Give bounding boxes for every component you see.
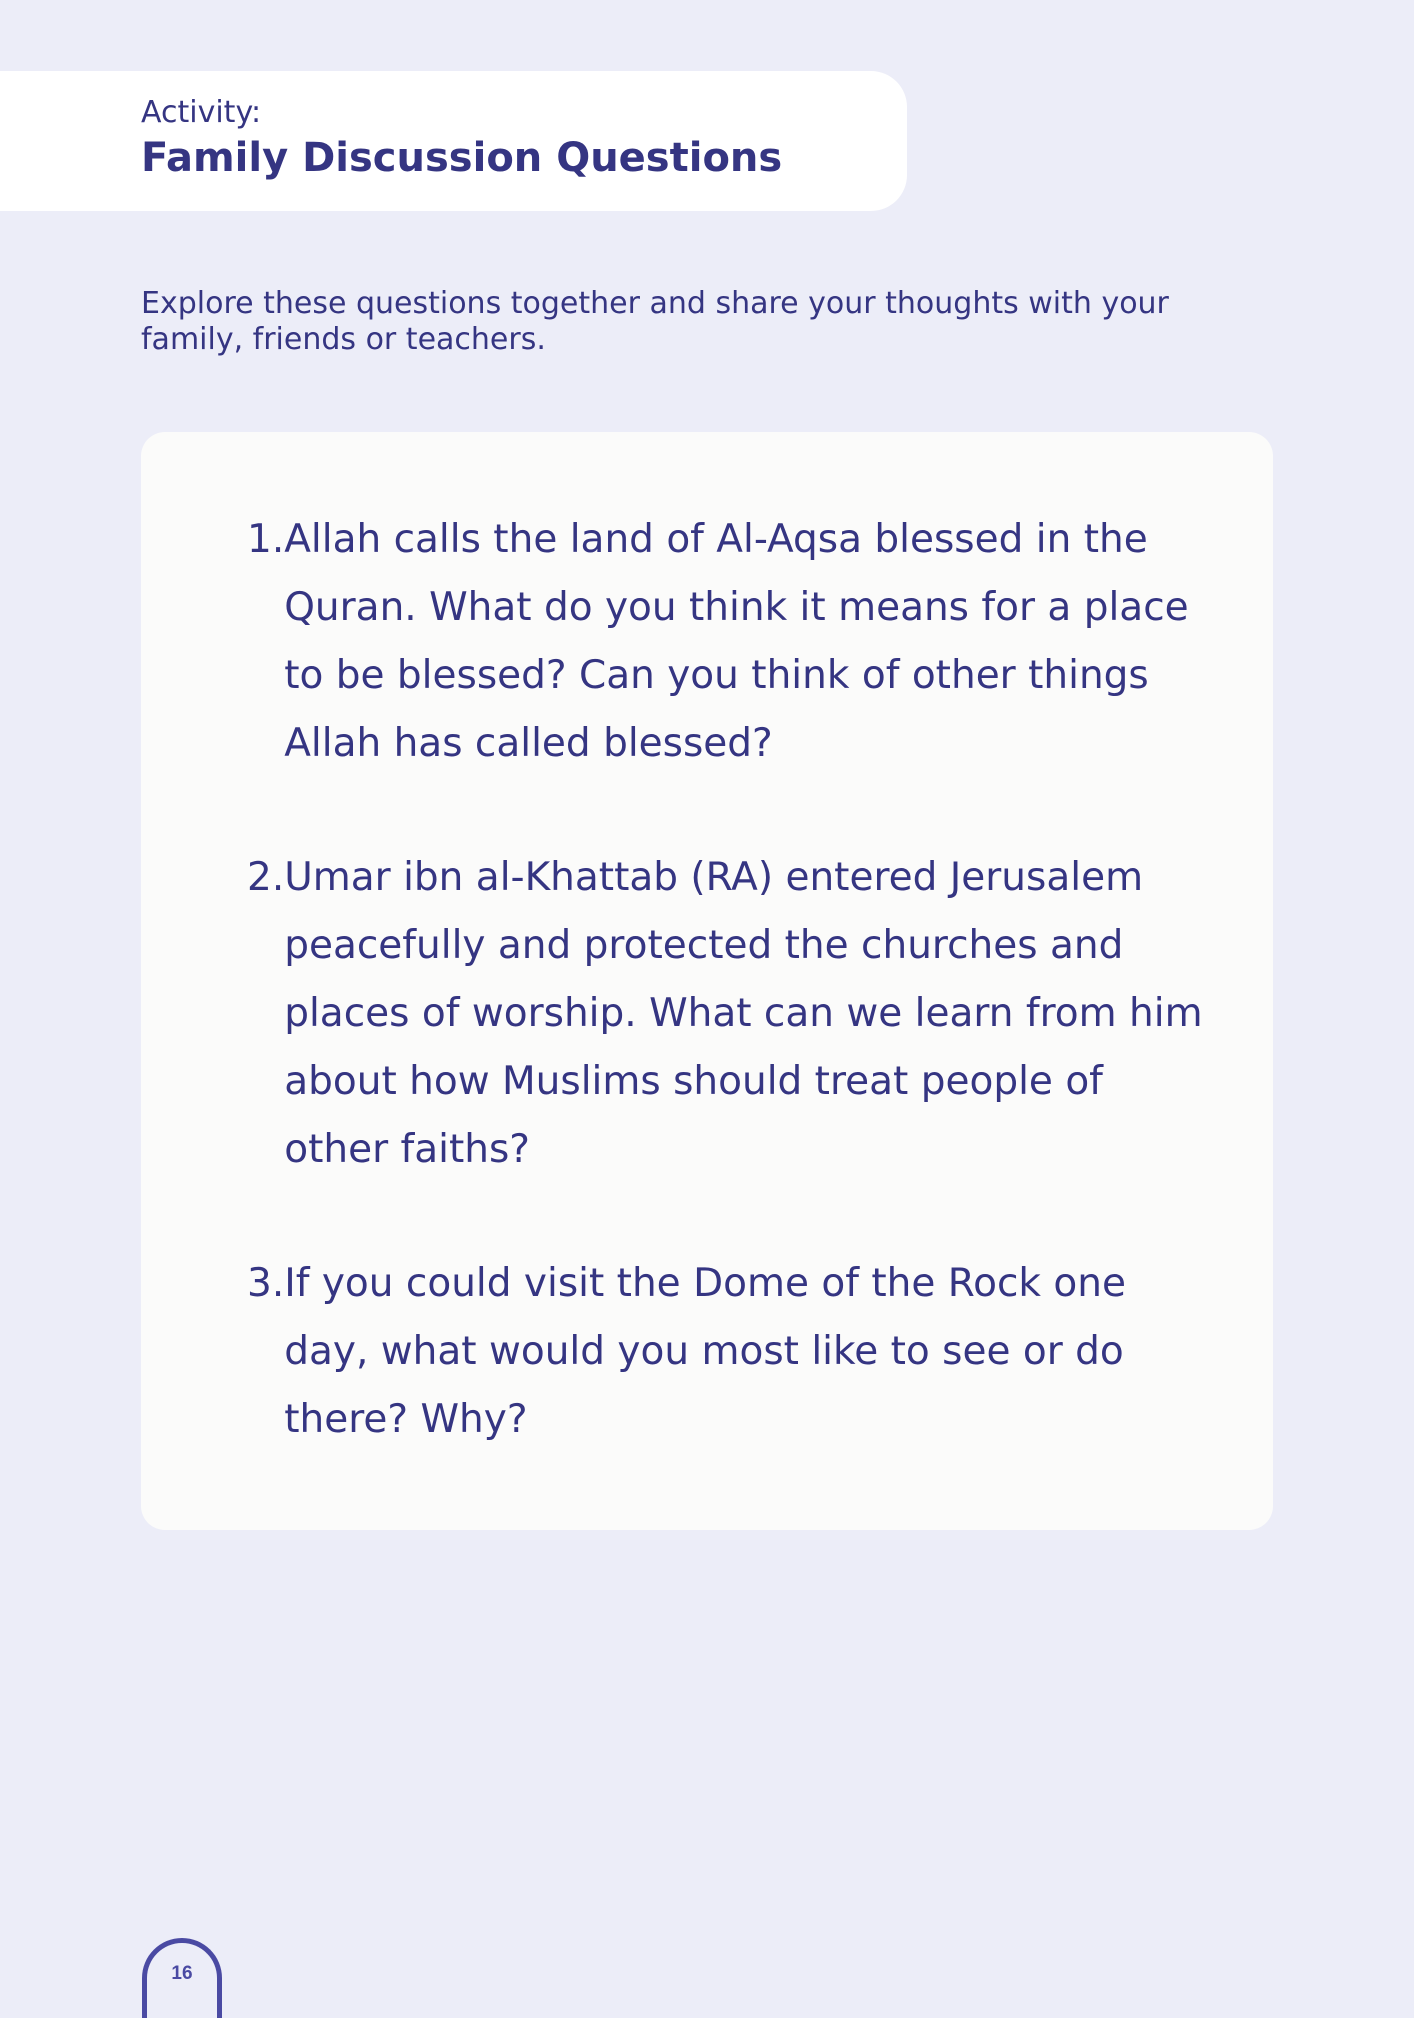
- question-number: 1.: [247, 517, 285, 562]
- questions-card: [141, 432, 1273, 1530]
- question-item: [247, 1250, 1207, 1454]
- question-item: [247, 506, 1207, 778]
- page-number: 16: [171, 1963, 193, 1984]
- question-text: If you could visit the Dome of the Rock one day, what would you most like to see or do there? Why?: [284, 1261, 1126, 1442]
- page-number-badge: [142, 1938, 222, 2018]
- question-number: 2.: [247, 855, 285, 900]
- intro-text: Explore these questions together and share your thoughts with your family, friends or teachers.: [141, 286, 1169, 357]
- question-item: [247, 844, 1207, 1184]
- page-title: Family Discussion Questions: [141, 135, 783, 181]
- question-number: 3.: [247, 1261, 285, 1306]
- question-text: Allah calls the land of Al-Aqsa blessed in the Quran. What do you think it means for a place to be blessed? Can you think of other things Allah has called blessed?: [284, 517, 1189, 766]
- activity-label: Activity:: [141, 95, 262, 130]
- question-list: [247, 506, 1207, 1454]
- question-text: Umar ibn al-Khattab (RA) entered Jerusalem peacefully and protected the churches and places of worship. What can we learn from him about how Muslims should treat people of other faiths?: [284, 855, 1203, 1172]
